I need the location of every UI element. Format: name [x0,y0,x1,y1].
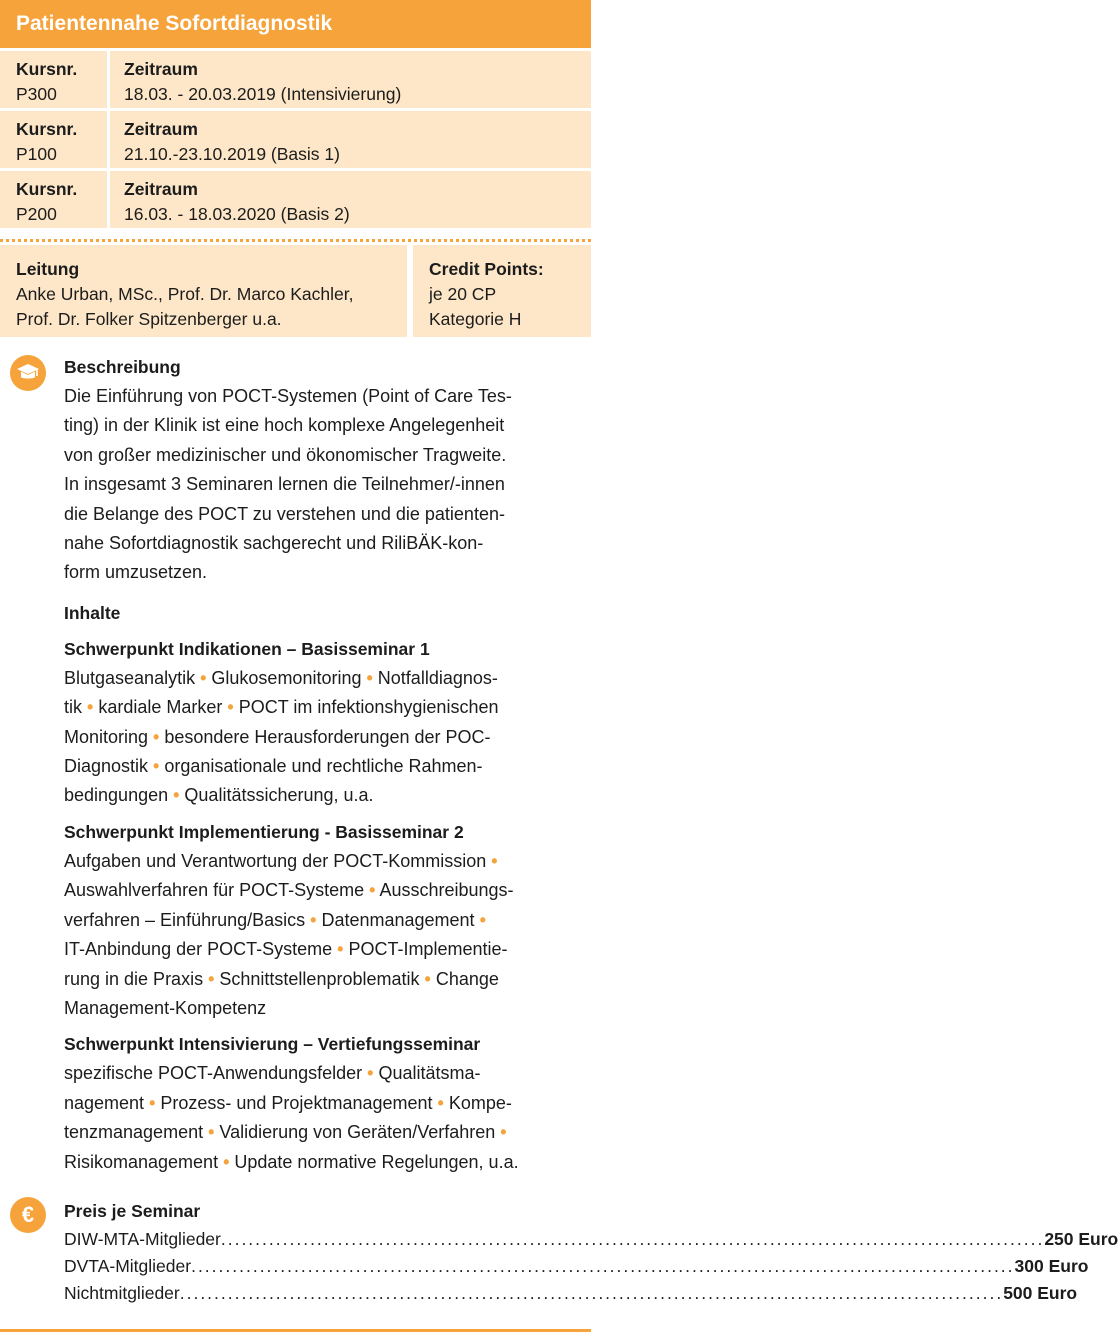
schwerpunkt-text: Schnittstellenproblematik [214,968,425,989]
course-number: P300 [16,84,57,104]
schwerpunkt-line [64,906,571,935]
schwerpunkt-line [64,847,571,876]
schwerpunkte-list [64,635,571,1177]
course-number-label: Kursnr. [16,119,78,139]
price-amount: 300 Euro [1014,1255,1089,1276]
schwerpunkt-line [64,876,571,905]
beschreibung-heading: Beschreibung [64,357,181,377]
bullet-separator: • [223,1151,230,1172]
bullet-separator: • [310,909,317,930]
course-period: 18.03. - 20.03.2019 (Intensivierung) [124,84,402,104]
schwerpunkt-text: Kompe- [443,1092,512,1113]
schwerpunkt-text: Qualitätsma- [373,1063,481,1084]
course-number-cell [0,111,107,168]
credits-line-2: Kategorie H [429,309,522,329]
inhalte-heading: Inhalte [64,602,121,623]
schwerpunkt-text: Datenmanagement [316,909,480,930]
schwerpunkt-line [64,723,571,752]
bullet-separator: • [208,968,215,989]
price-list [64,1226,1118,1307]
schwerpunkt-heading: Schwerpunkt Implementierung - Basisseminar 2 [64,821,464,842]
schwerpunkt-text: Risikomanagement [64,1151,224,1172]
schwerpunkt-line [64,935,571,964]
beschreibung-line: In insgesamt 3 Seminaren lernen die Teilnehmer/-innen [64,474,505,495]
bullet-separator: • [500,1122,507,1143]
schwerpunkt-heading: Schwerpunkt Indikationen – Basisseminar 1 [64,638,430,659]
page-title: Patientennahe Sofortdiagnostik [0,0,591,48]
beschreibung-line: nahe Sofortdiagnostik sachgerecht und RiliBÄK-kon- [64,533,484,554]
course-number: P200 [16,204,57,224]
schwerpunkt-text: tenzmanagement [64,1122,209,1143]
price-amount: 500 Euro [1003,1282,1078,1303]
schwerpunkt-line [64,965,571,994]
bullet-separator: • [227,697,234,718]
price-row [64,1280,1078,1307]
bullet-separator: • [491,850,498,871]
schwerpunkt-text: tik [64,697,88,718]
schwerpunkt-text: Glukosemonitoring [206,667,367,688]
schwerpunkt-text: Auswahlverfahren für POCT-Systeme [64,880,370,901]
beschreibung-line: Die Einführung von POCT-Systemen (Point of Care Tes- [64,386,512,406]
course-period-label: Zeitraum [124,59,198,79]
course-number-cell [0,171,107,228]
bullet-separator: • [367,1063,374,1084]
schwerpunkt-text: Monitoring [64,726,154,747]
course-period-cell [110,51,591,108]
dot-leader: ........................................................................................................................ [191,1255,1015,1276]
schwerpunkt-text: Blutgaseanalytik [64,667,201,688]
schwerpunkt-line [64,752,571,781]
dotted-divider [0,239,591,242]
bullet-separator: • [200,667,207,688]
credits-label: Credit Points: [429,259,544,279]
course-row [0,51,591,108]
bullet-separator: • [479,909,486,930]
schwerpunkt-text: spezifische POCT-Anwendungsfelder [64,1063,368,1084]
schwerpunkt-text: POCT-Implementie- [343,939,508,960]
bullet-separator: • [173,785,180,806]
course-row [0,171,591,228]
euro-icon: € [10,1197,46,1233]
schwerpunkt-text: organisationale und rechtliche Rahmen- [159,756,483,777]
schwerpunkt-text: rung in die Praxis [64,968,209,989]
bullet-separator: • [366,667,373,688]
price-label: DVTA-Mitglieder [64,1255,192,1276]
beschreibung-line: die Belange des POCT zu verstehen und die patienten- [64,503,505,524]
course-period-cell [110,111,591,168]
schwerpunkt-text: Ausschreibungs- [375,880,514,901]
course-period: 21.10.-23.10.2019 (Basis 1) [124,144,340,164]
schwerpunkt-text: nagement [64,1092,150,1113]
course-period-label: Zeitraum [124,119,198,139]
preis-heading: Preis je Seminar [64,1200,201,1221]
course-number-cell [0,51,107,108]
schwerpunkt-line [64,781,571,810]
dot-leader: ........................................................................................................................ [179,1282,1004,1303]
price-amount: 250 Euro [1044,1228,1118,1249]
schwerpunkt-line [64,664,571,693]
bullet-separator: • [149,1092,156,1113]
bullet-separator: • [87,697,94,718]
bottom-rule [0,1329,591,1332]
schwerpunkt-line [64,1059,571,1088]
schwerpunkt-text: Management-Kompetenz [64,997,267,1018]
schwerpunkt-text: Prozess- und Projektmanagement [155,1092,438,1113]
beschreibung-line: form umzusetzen. [64,562,208,583]
bullet-separator: • [153,726,160,747]
course-row [0,111,591,168]
credits-line-1: je 20 CP [429,284,497,304]
leitung-row [0,245,591,337]
price-row [64,1253,1089,1280]
leitung-label: Leitung [16,259,80,279]
schwerpunkt-line [64,1118,571,1147]
price-label: Nichtmitglieder [64,1282,180,1303]
schwerpunkt-text: Aufgaben und Verantwortung der POCT-Kommission [64,850,492,871]
course-period-label: Zeitraum [124,179,198,199]
price-row [64,1226,1118,1253]
schwerpunkt-text: kardiale Marker [93,697,228,718]
bullet-separator: • [153,756,160,777]
schwerpunkt-text: Notfalldiagnos- [372,667,498,688]
bullet-separator: • [337,939,344,960]
leitung-line-2: Prof. Dr. Folker Spitzenberger u.a. [16,309,282,329]
schwerpunkt-line [64,1089,571,1118]
credits-cell [413,245,591,337]
dot-leader: ........................................................................................................................ [220,1228,1045,1249]
price-label: DIW-MTA-Mitglieder [64,1228,221,1249]
bullet-separator: • [369,880,376,901]
beschreibung-line: ting) in der Klinik ist eine hoch komplexe Angelegenheit [64,415,505,436]
schwerpunkt-text: besondere Herausforderungen der POC- [159,726,491,747]
graduation-cap-icon [10,355,46,391]
schwerpunkt-text: POCT im infektionshygienischen [233,697,499,718]
leitung-cell [0,245,407,337]
beschreibung-line: von großer medizinischer und ökonomischer Tragweite. [64,444,507,465]
schwerpunkt-line [64,693,571,722]
course-period: 16.03. - 18.03.2020 (Basis 2) [124,204,350,224]
course-number: P100 [16,144,57,164]
course-number-label: Kursnr. [16,179,78,199]
preis-section [0,1197,1118,1307]
schwerpunkt-text: Update normative Regelungen, u.a. [229,1151,519,1172]
bullet-separator: • [424,968,431,989]
beschreibung-text [64,382,571,588]
bullet-separator: • [437,1092,444,1113]
schwerpunkt-text: Change [430,968,499,989]
schwerpunkt-text: Validierung von Geräten/Verfahren [214,1122,501,1143]
schwerpunkt-text: bedingungen [64,785,174,806]
schwerpunkt-heading: Schwerpunkt Intensivierung – Vertiefungsseminar [64,1034,481,1055]
beschreibung-section [0,353,591,1177]
schwerpunkt-text: Qualitätssicherung, u.a. [179,785,374,806]
schwerpunkt-text: Diagnostik [64,756,154,777]
course-number-label: Kursnr. [16,59,78,79]
schwerpunkt-text: IT-Anbindung der POCT-Systeme [64,939,338,960]
schwerpunkt-line [64,994,571,1023]
bullet-separator: • [208,1122,215,1143]
leitung-line-1: Anke Urban, MSc., Prof. Dr. Marco Kachler, [16,284,354,304]
course-table [0,51,591,228]
schwerpunkt-line [64,1148,571,1177]
course-period-cell [110,171,591,228]
schwerpunkt-text: verfahren – Einführung/Basics [64,909,311,930]
